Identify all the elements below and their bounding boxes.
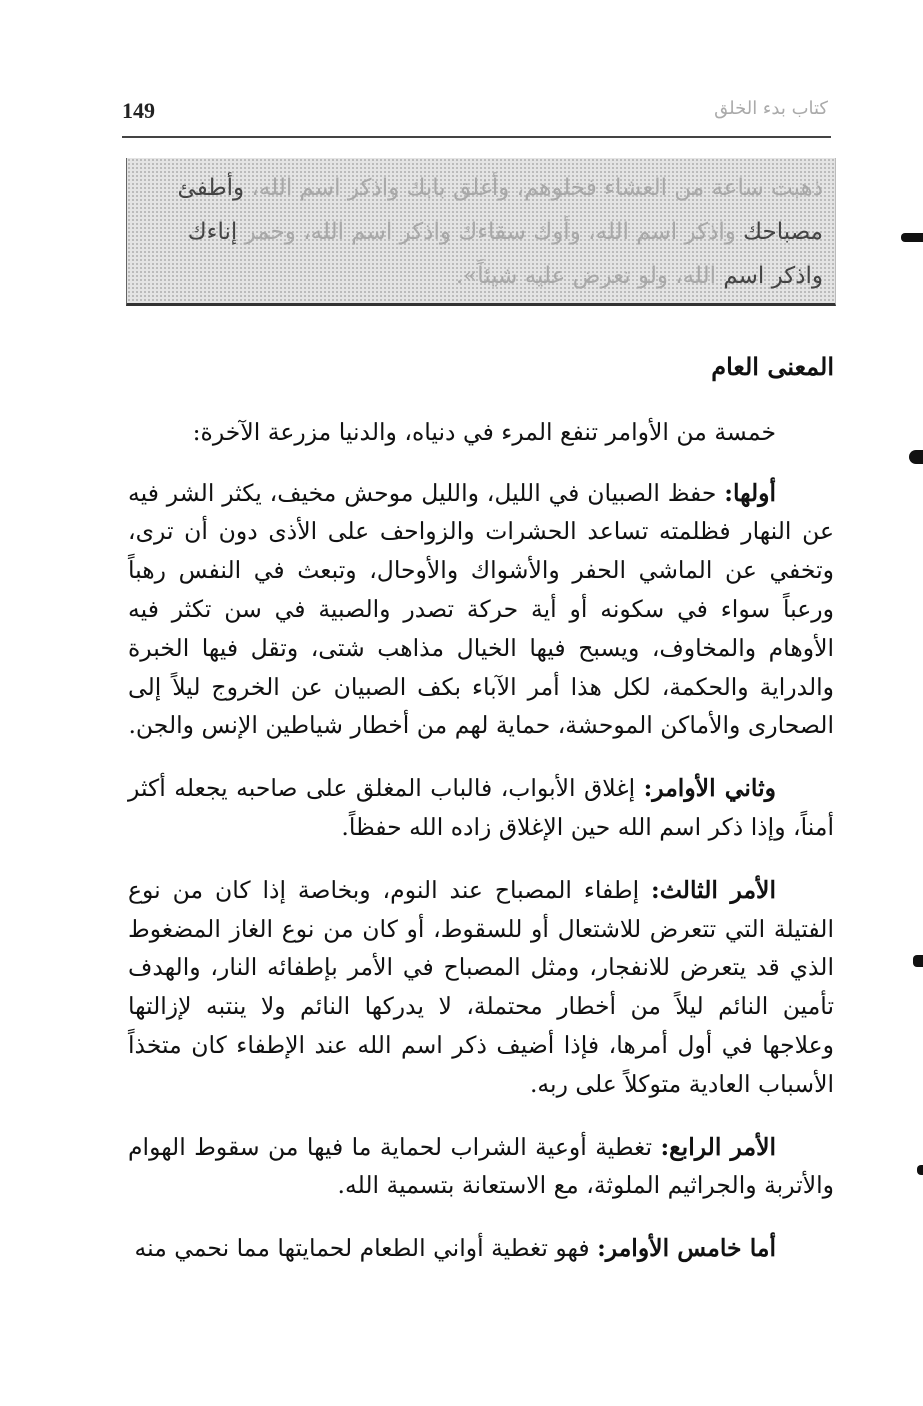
paragraph-first-command [128, 474, 834, 746]
margin-mark [901, 233, 923, 242]
paragraph-fifth-command [128, 1229, 834, 1268]
paragraph-text: فهو تغطية أواني الطعام لحمايتها مما نحمي منه [134, 1234, 598, 1263]
hadith-text: مصباحك [743, 219, 823, 245]
paragraph-lead: الأمر الثالث: [651, 875, 776, 904]
paragraph-lead: الأمر الرابع: [660, 1132, 776, 1161]
running-header: كتاب بدء الخلق [714, 98, 828, 119]
hadith-text: وأطفئ [177, 175, 245, 201]
hadith-text: واذكر اسم الله، وأوك سقاءك واذكر اسم الله، وخمر [244, 219, 736, 245]
hadith-line [139, 210, 823, 254]
margin-mark [917, 1165, 923, 1175]
hadith-box [126, 158, 836, 306]
paragraph-lead: وثاني الأوامر: [643, 774, 776, 803]
paragraph-text: إطفاء المصباح عند النوم، وبخاصة إذا كان من نوع الفتيلة التي تتعرض للاشتعال أو للسقوط، أو كان من نوع الغاز المضغوط الذي قد يتعرض للانفجار، ومثل المصباح في الأمر بإطفائه النار، والهدف تأمين النائم ليلاً من أخطار محتملة، لا يدركها النائم ولا ينتبه لإزالتها وعلاجها في أول أمرها، فإذا أضيف ذكر اسم الله عند الإطفاء كان متخذاً الأسباب العادية متوكلاً على ربه. [128, 875, 834, 1098]
margin-mark [913, 955, 923, 967]
paragraph-third-command [128, 871, 834, 1104]
section-heading: المعنى العام [711, 352, 834, 381]
hadith-line [139, 254, 823, 298]
paragraph-text: تغطية أوعية الشراب لحماية ما فيها من سقوط الهوام والأتربة والجراثيم الملوثة، مع الاستعانة بتسمية الله. [128, 1132, 834, 1200]
hadith-text: إناءك [187, 219, 238, 245]
page-number: 149 [122, 98, 155, 123]
hadith-text: واذكر اسم [723, 263, 823, 289]
hadith-text: الله، ولو تعرض عليه شيئاً». [455, 263, 717, 289]
intro-paragraph: خمسة من الأوامر تنفع المرء في دنياه، والدنيا مزرعة الآخرة: [192, 417, 776, 446]
paragraph-second-command [128, 769, 834, 847]
paragraph-text: حفظ الصبيان في الليل، والليل موحش مخيف، يكثر الشر فيه عن النهار فظلمته تساعد الحشرات والزواحف على الأذى دون أن ترى، وتخفي عن الماشي الحفر والأشواك والأوحال، وتبعث في النفس رهباً ورعباً سواء في سكونه أو أية حركة تصدر والصبية في سن تكثر فيه الأوهام والمخاوف، ويسبح فيها الخيال مذاهب شتى، وتقل فيها الخبرة والدراية والحكمة، لكل هذا أمر الآباء بكف الصبيان عن الخروج ليلاً إلى الصحارى والأماكن الموحشة، حماية لهم من أخطار شياطين الإنس والجن. [128, 478, 834, 740]
paragraph-lead: أما خامس الأوامر: [597, 1234, 776, 1263]
paragraph-text: إغلاق الأبواب، فالباب المغلق على صاحبه يجعله أكثر أمناً، وإذا ذكر اسم الله حين الإغلاق زاده الله حفظاً. [128, 774, 834, 841]
main-content [128, 348, 834, 1292]
margin-mark [909, 450, 923, 464]
paragraph-fourth-command [128, 1128, 834, 1206]
paragraph-lead: أولها: [724, 478, 776, 507]
hadith-text: ذهبت ساعة من العشاء فخلوهم، وأغلق بابك واذكر اسم الله، [251, 175, 823, 201]
hadith-line [139, 166, 823, 210]
header-rule [122, 136, 831, 138]
